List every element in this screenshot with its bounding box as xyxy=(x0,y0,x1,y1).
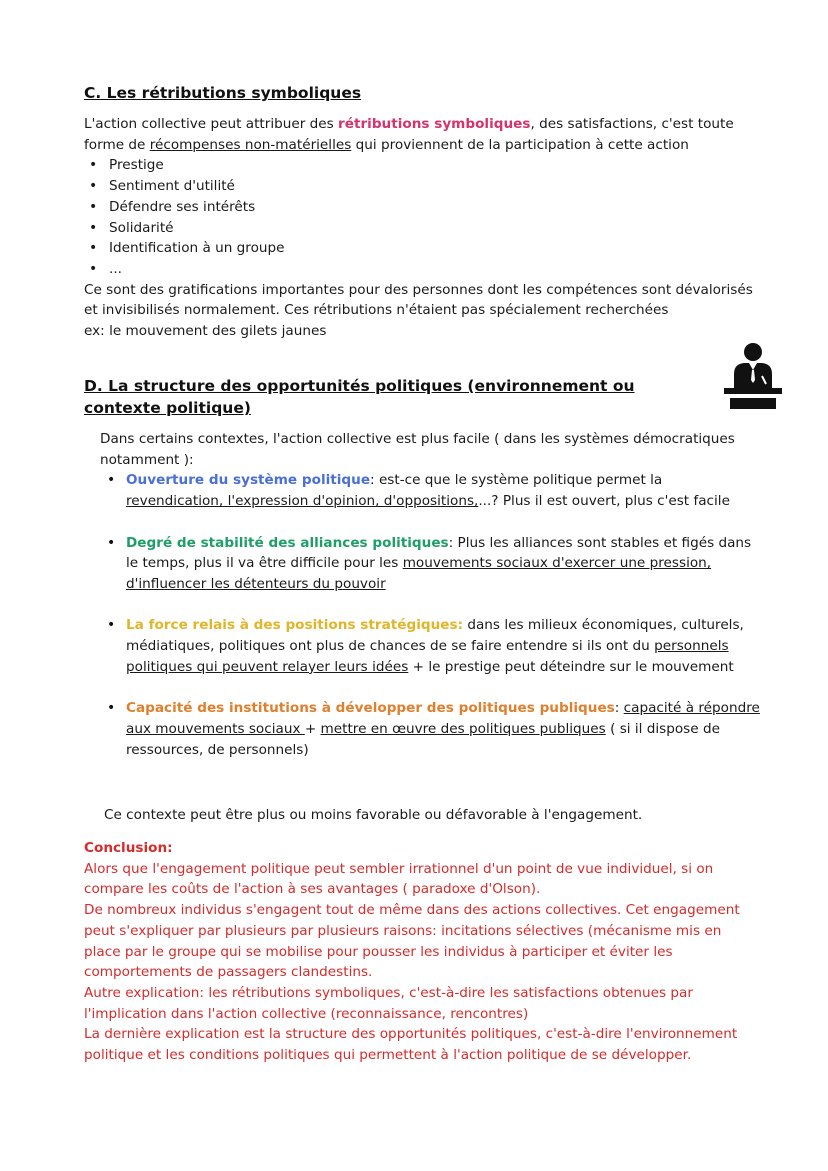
item-text: + le prestige peut déteindre sur le mouvement xyxy=(408,658,734,675)
item-heading: Capacité des institutions à développer des politiques publiques xyxy=(126,700,615,717)
conclusion-title: Conclusion: xyxy=(84,840,173,856)
item-text: + xyxy=(304,720,321,737)
list-item: • Prestige xyxy=(84,155,754,176)
conclusion-paragraph: La dernière explication est la structure des opportunités politiques, c'est-à-dire l'environnement politique et les conditions politiques qui permettent à l'action politique de se développer. xyxy=(84,1026,738,1064)
item-text: : Plus les alliances sont stables et figés dans le temps, plus il va être difficile pour les xyxy=(126,534,752,572)
intro-text-b: , des satisfactions, c'est toute forme de xyxy=(84,116,734,153)
list-item: • ... xyxy=(84,259,754,280)
item-underlined: revendication, l'expression d'opinion, d'oppositions, xyxy=(126,493,479,510)
item-text: : est-ce que le système politique permet la xyxy=(370,472,663,489)
item-underlined: capacité à répondre aux mouvements sociaux xyxy=(126,700,760,737)
opportunity-list xyxy=(100,470,760,760)
item-underlined: mouvements sociaux d'exercer une pression, d'influencer les détenteurs du pouvoir xyxy=(126,555,712,592)
list-item: • Défendre ses intérêts xyxy=(84,197,754,218)
item-text: ...? Plus il est ouvert, plus c'est facile xyxy=(478,493,730,510)
intro-text-c: qui proviennent de la participation à cette action xyxy=(351,136,689,153)
conclusion-paragraph: Autre explication: les rétributions symboliques, c'est-à-dire les satisfactions obtenues par l'implication dans l'action collective (reconnaissance, rencontres) xyxy=(84,984,693,1022)
intro-highlight: rétributions symboliques xyxy=(338,116,531,132)
intro-underlined: récompenses non-matérielles xyxy=(149,136,352,153)
list-item xyxy=(100,470,760,511)
list-item xyxy=(100,698,760,760)
section-c-body xyxy=(84,114,754,342)
list-item: • Solidarité xyxy=(84,218,754,239)
item-text: ( si il dispose de ressources, de personnels) xyxy=(126,720,720,758)
item-heading: La force relais à des positions stratégiques: xyxy=(126,617,464,634)
section-d-body xyxy=(100,429,760,781)
item-underlined: personnels politiques qui peuvent relayer leurs idées xyxy=(126,638,729,675)
context-sentence: Ce contexte peut être plus ou moins favorable ou défavorable à l'engagement. xyxy=(104,807,643,823)
section-c-title: C. Les rétributions symboliques xyxy=(84,84,362,102)
speaker-at-podium-icon xyxy=(722,340,784,412)
intro-text-a: L'action collective peut attribuer des xyxy=(84,116,339,132)
item-text: : xyxy=(614,700,624,717)
item-text: dans les milieux économiques, culturels, médiatiques, politiques ont plus de chances de se faire entendre si ils ont du xyxy=(126,617,744,654)
section-d-title: D. La structure des opportunités politiques (environnement ou contexte politique) xyxy=(84,377,635,417)
list-item xyxy=(100,533,760,595)
rewards-list xyxy=(84,155,754,279)
section-c-paragraph: Ce sont des gratifications importantes pour des personnes dont les compétences sont dévalorisés et invisibilisés normalement. Ces rétributions n'étaient pas spécialement recherchées xyxy=(84,281,753,319)
list-item xyxy=(100,615,760,677)
section-c-example: ex: le mouvement des gilets jaunes xyxy=(84,323,327,340)
item-underlined: mettre en œuvre des politiques publiques xyxy=(320,720,606,737)
section-c-intro xyxy=(84,114,754,155)
conclusion-paragraph: De nombreux individus s'engagent tout de même dans des actions collectives. Cet engagement peut s'expliquer par plusieurs par plusieurs raisons: incitations sélectives (mécanisme mis en place par le groupe qui se mobilise pour pousser les individus à participer et éviter les comportements de passagers clandestins. xyxy=(84,902,740,981)
list-item: • Sentiment d'utilité xyxy=(84,176,754,197)
item-heading: Ouverture du système politique xyxy=(126,472,371,489)
list-item: • Identification à un groupe xyxy=(84,238,754,259)
conclusion-paragraph: Alors que l'engagement politique peut sembler irrationnel d'un point de vue individuel, si on compare les coûts de l'action à ses avantages ( paradoxe d'Olson). xyxy=(84,860,714,898)
conclusion-block xyxy=(84,838,754,1066)
section-d-intro: Dans certains contextes, l'action collective est plus facile ( dans les systèmes démocratiques notamment ): xyxy=(100,431,735,468)
item-heading: Degré de stabilité des alliances politiques xyxy=(126,534,449,551)
